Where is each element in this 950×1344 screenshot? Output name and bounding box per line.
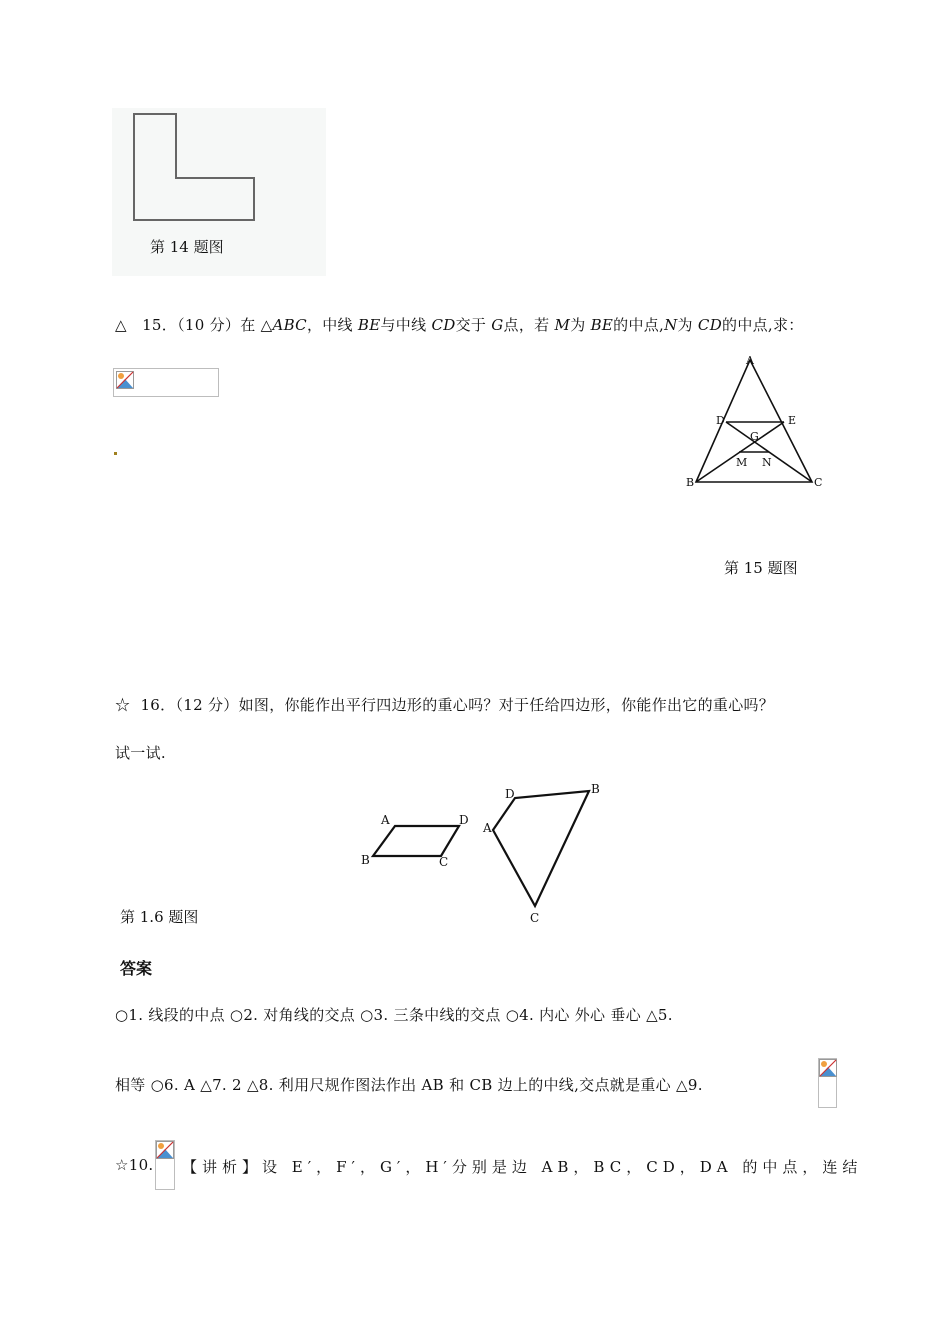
- answers-title: 答案: [120, 959, 153, 978]
- label-c: C: [814, 476, 823, 489]
- q15-var: BE: [357, 316, 381, 334]
- answers-line-2: 相等 ○6. A △7. 2 △8. 利用尺规作图法作出 AB 和 CB 边上的中线,交点就是重心 △9.: [115, 1076, 703, 1094]
- broken-image-placeholder: [113, 368, 219, 397]
- q15-var: M: [554, 316, 571, 334]
- q15-seg: 在 △: [240, 316, 273, 334]
- figure-15-diagram: [680, 350, 830, 495]
- q15-seg: 交于: [455, 316, 492, 334]
- broken-image-placeholder-10: [155, 1140, 175, 1190]
- question-15-text: [115, 314, 804, 335]
- broken-image-icon: [116, 371, 134, 389]
- broken-image-icon: [819, 1059, 837, 1077]
- q15-var: CD: [431, 316, 456, 334]
- q15-seg: 为: [570, 316, 591, 334]
- label-b: B: [686, 476, 695, 489]
- label-a: A: [746, 354, 754, 367]
- q15-var: G: [491, 316, 504, 334]
- q15-number: 15．: [142, 316, 178, 334]
- para-label-b: B: [361, 853, 370, 867]
- q15-seg: ，中线: [306, 316, 358, 334]
- answers-line-3-prefix: ☆10.: [115, 1156, 154, 1174]
- label-d: D: [716, 414, 725, 427]
- q15-seg: 点，若: [503, 316, 555, 334]
- q15-seg: 的中点,求：: [722, 316, 804, 334]
- q15-var: BE: [590, 316, 614, 334]
- q15-var: N: [664, 316, 678, 334]
- figure-16-caption: 第 1.6 题图: [120, 908, 199, 926]
- q15-seg: 的中点,: [613, 316, 665, 334]
- quad-label-c: C: [530, 911, 540, 925]
- q15-score: （10 分）: [177, 316, 241, 334]
- q15-seg: 与中线: [380, 316, 432, 334]
- label-e: E: [788, 414, 797, 427]
- quad-label-a: A: [483, 821, 492, 835]
- answers-line-3-text: 【讲析】设 E′，F′，G′，H′分别是边 AB，BC，CD，DA 的中点，连结: [182, 1158, 863, 1176]
- answers-line-1: ○1. 线段的中点 ○2. 对角线的交点 ○3. 三条中线的交点 ○4. 内心 外心 垂心 △5.: [115, 1006, 673, 1024]
- quadrilateral: [493, 791, 589, 906]
- q15-seg: 为: [677, 316, 698, 334]
- label-n: N: [762, 456, 772, 469]
- figure-16-diagram: [355, 778, 615, 930]
- q15-var: ABC: [272, 316, 307, 334]
- quad-label-d: D: [505, 787, 515, 801]
- label-g: G: [750, 430, 759, 443]
- label-m: M: [736, 456, 748, 469]
- para-label-c: C: [439, 855, 449, 869]
- figure-15-caption: 第 15 题图: [724, 559, 798, 577]
- figure-14-caption: 第 14 题图: [150, 238, 224, 256]
- question-16-line2: 试一试.: [115, 744, 166, 762]
- q15-symbol: △: [115, 316, 127, 334]
- para-label-a: A: [381, 813, 390, 827]
- quad-label-b: B: [591, 782, 600, 796]
- q16-symbol: ☆: [115, 696, 131, 714]
- question-16-line1: [115, 694, 774, 715]
- broken-image-icon: [156, 1141, 174, 1159]
- figure-14: [112, 108, 326, 276]
- q15-var: CD: [697, 316, 723, 334]
- q16-text: 16．（12 分）如图，你能作出平行四边形的重心吗？对于任给四边形，你能作出它的重心吗？: [140, 696, 775, 714]
- stray-dot: [114, 452, 117, 455]
- parallelogram: [373, 826, 459, 856]
- broken-image-placeholder-9: [818, 1058, 837, 1108]
- para-label-d: D: [459, 813, 469, 827]
